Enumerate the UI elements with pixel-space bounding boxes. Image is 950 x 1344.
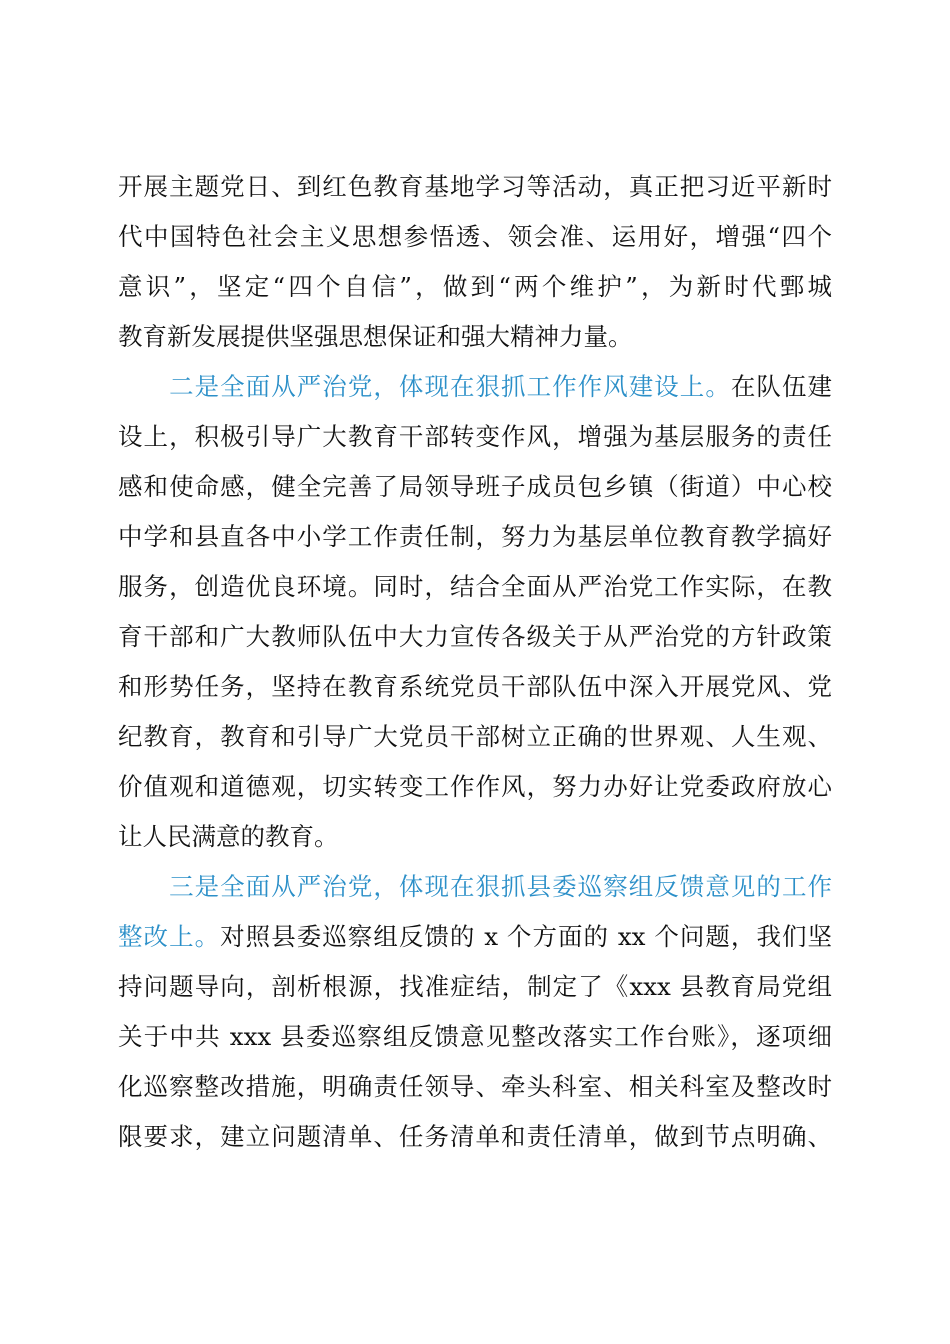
line-text: 化巡察整改措施，明确责任领导、牵头科室、相关科室及整改时	[118, 1072, 832, 1101]
text-line	[118, 412, 832, 462]
line-text: 在队伍建	[730, 372, 833, 401]
line-text: 感和使命感，健全完善了局领导班子成员包乡镇（街道）中心校	[118, 472, 832, 501]
text-line	[118, 1062, 832, 1112]
text-line	[118, 562, 832, 612]
text-line	[118, 762, 832, 812]
line-text: 关于中共 xxx 县委巡察组反馈意见整改落实工作台账》，逐项细	[118, 1022, 832, 1051]
paragraph-heading-line	[118, 362, 832, 412]
line-text: 开展主题党日、到红色教育基地学习等活动，真正把习近平新时	[118, 172, 832, 201]
paragraph-heading-line	[118, 912, 832, 962]
line-text: 对照县委巡察组反馈的 x 个方面的 xx 个问题，我们坚	[220, 922, 833, 951]
line-text: 价值观和道德观，切实转变工作作风，努力办好让党委政府放心	[118, 772, 832, 801]
line-text: 中学和县直各中小学工作责任制，努力为基层单位教育教学搞好	[118, 522, 832, 551]
document-body	[118, 162, 832, 1162]
text-line	[118, 312, 832, 362]
text-line	[118, 1012, 832, 1062]
line-text: 教育新发展提供坚强思想保证和强大精神力量。	[118, 322, 633, 351]
paragraph-heading-line	[118, 862, 832, 912]
text-line	[118, 162, 832, 212]
line-text: 设上，积极引导广大教育干部转变作风，增强为基层服务的责任	[118, 422, 832, 451]
line-text: 纪教育，教育和引导广大党员干部树立正确的世界观、人生观、	[118, 722, 832, 751]
text-line	[118, 712, 832, 762]
line-text: 意识”，坚定“四个自信”，做到“两个维护”，为新时代鄄城	[118, 272, 832, 301]
paragraph-heading: 二是全面从严治党，体现在狠抓工作作风建设上。	[118, 372, 731, 401]
line-text: 让人民满意的教育。	[118, 822, 339, 851]
line-text: 和形势任务，坚持在教育系统党员干部队伍中深入开展党风、党	[118, 672, 832, 701]
text-line	[118, 962, 832, 1012]
text-line	[118, 512, 832, 562]
line-text: 育干部和广大教师队伍中大力宣传各级关于从严治党的方针政策	[118, 622, 832, 651]
text-line	[118, 662, 832, 712]
text-line	[118, 212, 832, 262]
text-line	[118, 612, 832, 662]
line-text: 限要求，建立问题清单、任务清单和责任清单，做到节点明确、	[118, 1122, 832, 1151]
line-text: 代中国特色社会主义思想参悟透、领会准、运用好，增强“四个	[118, 222, 832, 251]
text-line	[118, 1112, 832, 1162]
paragraph-heading: 整改上。	[118, 922, 221, 951]
line-text: 服务，创造优良环境。同时，结合全面从严治党工作实际，在教	[118, 572, 832, 601]
line-text: 持问题导向，剖析根源，找准症结，制定了《xxx 县教育局党组	[118, 972, 832, 1001]
text-line	[118, 812, 832, 862]
text-line	[118, 462, 832, 512]
text-line	[118, 262, 832, 312]
paragraph-heading: 三是全面从严治党，体现在狠抓县委巡察组反馈意见的工作	[118, 872, 832, 901]
